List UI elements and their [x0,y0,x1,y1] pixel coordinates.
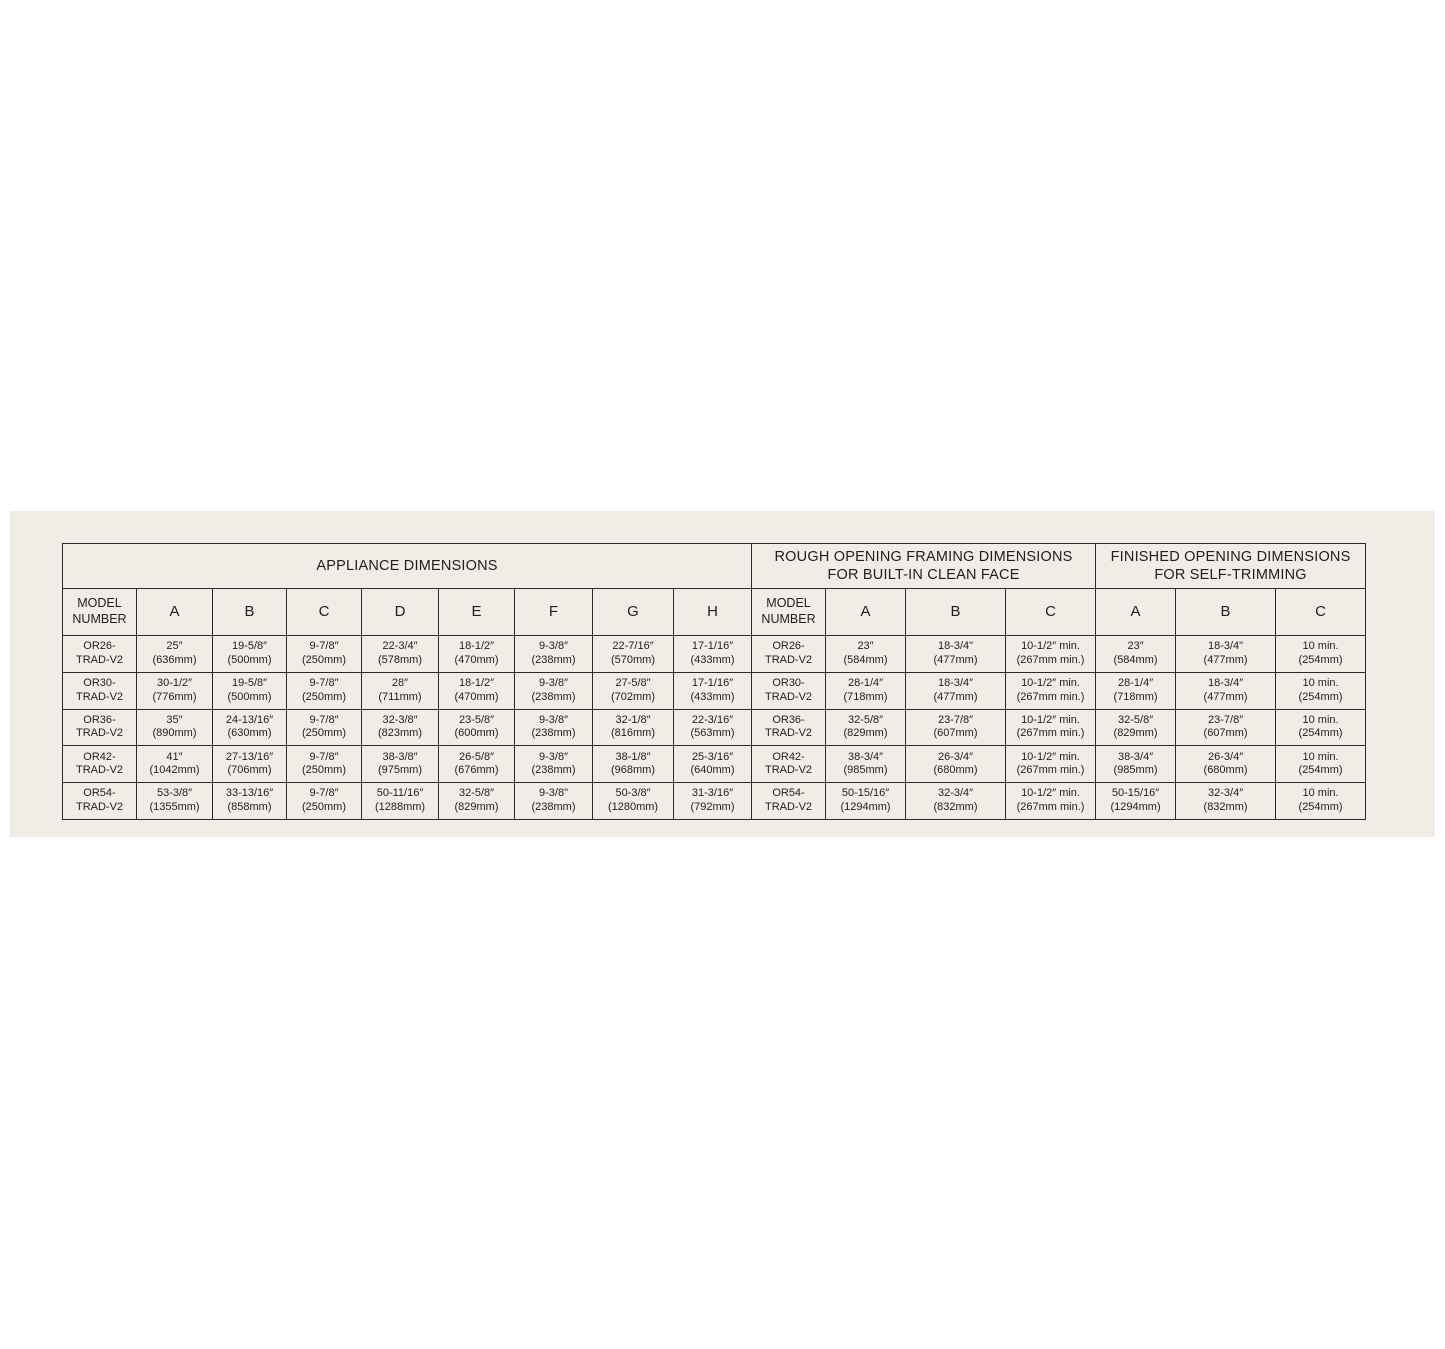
appliance-col-f: F [515,589,593,636]
appliance-col-d: D [362,589,439,636]
appliance-value-cell-line: 19-5/8″ [231,640,268,653]
appliance-value-cell [439,672,515,709]
model-number-cell [752,746,826,783]
finished-value-cell-line: 32-5/8″ [1118,713,1154,726]
finished-value-cell-line: (254mm) [1298,690,1343,703]
finished-value-cell-line: 23″ [1127,640,1144,653]
appliance-value-cell [137,709,213,746]
appliance-value-cell-line: (776mm) [152,690,197,703]
appliance-value-cell-line: 9-7/8″ [309,750,339,763]
appliance-value-cell-line: (711mm) [378,690,422,703]
finished-value-cell [1096,636,1176,673]
finished-value-cell-line: 10 min. [1302,713,1339,726]
rough-value-cell [826,636,906,673]
appliance-value-cell-line: 22-3/4″ [382,640,418,653]
model-number-cell-line: TRAD-V2 [75,764,124,777]
model-number-cell-line: TRAD-V2 [764,690,813,703]
rough-value-cell-line: (607mm) [933,727,978,740]
appliance-value-cell-line: (829mm) [454,801,499,814]
rough-value-cell [826,709,906,746]
rough-value-cell-line: 26-3/4″ [937,750,974,763]
appliance-value-cell-line: (238mm) [531,727,576,740]
appliance-value-cell [137,746,213,783]
model-number-cell [752,636,826,673]
appliance-value-cell-line: 19-5/8″ [231,676,268,689]
appliance-value-cell-line: (1355mm) [149,801,200,814]
appliance-value-cell-line: 17-1/16″ [691,676,734,689]
appliance-value-cell-line: (823mm) [377,727,422,740]
finished-value-cell-line: (254mm) [1298,801,1343,814]
appliance-value-cell-line: (600mm) [454,727,499,740]
model-number-cell-line: OR54- [772,787,805,800]
appliance-value-cell-line: 25-3/16″ [691,750,734,763]
dimensions-table [62,543,1366,820]
appliance-value-cell-line: (570mm) [610,653,655,666]
appliance-col-c: C [287,589,362,636]
rough-col-c: C [1006,589,1096,636]
rough-col-b: B [906,589,1006,636]
appliance-value-cell-line: 30-1/2″ [156,676,193,689]
appliance-value-cell-line: 41″ [166,750,183,763]
appliance-value-cell [287,783,362,820]
appliance-value-cell-line: (238mm) [531,764,576,777]
finished-value-cell [1176,709,1276,746]
rough-value-cell-line: (267mm min.) [1016,764,1085,777]
appliance-value-cell-line: 9-3/8″ [539,676,568,689]
rough-value-cell-line: 18-3/4" [937,640,974,653]
finished-value-cell-line: (254mm) [1298,764,1343,777]
appliance-value-cell-line: (500mm) [227,653,272,666]
appliance-value-cell-line: (630mm) [227,727,272,740]
rough-opening-header [752,544,1096,589]
model-number-cell-line: TRAD-V2 [764,801,813,814]
appliance-value-cell-line: 24-13/16″ [225,713,274,726]
appliance-value-cell-line: 27-13/16″ [225,750,274,763]
appliance-value-cell [593,672,674,709]
appliance-value-cell [137,783,213,820]
appliance-value-cell [213,672,287,709]
model-number-cell [752,783,826,820]
model-number-header-line: MODEL [766,596,811,611]
appliance-value-cell [362,746,439,783]
appliance-value-cell-line: 9-7/8″ [309,676,339,689]
appliance-value-cell-line: (433mm) [690,690,735,703]
appliance-value-cell-line: 22-3/16″ [691,713,734,726]
appliance-value-cell-line: (578mm) [377,653,422,666]
appliance-value-cell-line: 9-3/8″ [539,640,568,653]
appliance-value-cell-line: 9-3/8″ [539,750,568,763]
rough-value-cell-line: (584mm) [843,653,888,666]
model-number-cell-line: TRAD-V2 [75,690,124,703]
rough-value-cell [826,746,906,783]
rough-value-cell [1006,783,1096,820]
model-number-header-line: NUMBER [72,612,127,626]
appliance-value-cell-line: (250mm) [301,764,346,777]
model-number-cell-line: OR30- [83,676,116,689]
appliance-value-cell-line: 38-3/8″ [382,750,418,763]
appliance-value-cell [287,636,362,673]
appliance-value-cell-line: 9-3/8" [539,787,568,800]
appliance-value-cell [362,636,439,673]
finished-col-a: A [1096,589,1176,636]
appliance-value-cell [213,709,287,746]
finished-value-cell [1096,783,1176,820]
model-number-header-line: NUMBER [761,612,816,626]
finished-value-cell-line: (477mm) [1203,653,1248,666]
appliance-value-cell [515,709,593,746]
appliance-value-cell-line: 9-7/8″ [309,787,339,800]
finished-value-cell [1276,709,1366,746]
appliance-value-cell [213,636,287,673]
appliance-value-cell-line: 9-3/8″ [539,713,568,726]
appliance-value-cell-line: (433mm) [690,653,735,666]
appliance-value-cell-line: (470mm) [454,690,499,703]
finished-value-cell-line: (829mm) [1113,727,1158,740]
rough-value-cell [906,783,1006,820]
appliance-value-cell-line: (238mm) [531,653,576,666]
appliance-value-cell-line: 18-1/2″ [458,676,495,689]
appliance-value-cell [593,746,674,783]
finished-opening-line-1: FINISHED OPENING DIMENSIONS [1110,548,1351,565]
appliance-value-cell-line: 31-3/16″ [691,787,734,800]
appliance-value-cell [362,709,439,746]
appliance-value-cell [515,746,593,783]
finished-value-cell-line: 18-3/4" [1207,640,1244,653]
rough-value-cell-line: (267mm min.) [1016,653,1085,666]
appliance-value-cell [674,746,752,783]
rough-value-cell-line: (267mm min.) [1016,690,1085,703]
finished-value-cell [1276,783,1366,820]
rough-value-cell-line: 38-3/4″ [847,750,884,763]
group-header-row [63,544,1366,589]
model-number-cell [752,709,826,746]
model-number-cell-line: OR30- [772,676,805,689]
finished-value-cell [1276,746,1366,783]
model-number-header-line: MODEL [77,596,122,611]
finished-value-cell [1096,746,1176,783]
finished-value-cell-line: 38-3/4″ [1118,750,1154,763]
appliance-value-cell-line: (563mm) [690,727,735,740]
appliance-value-cell-line: (792mm) [690,801,735,814]
appliance-value-cell-line: (250mm) [301,690,346,703]
finished-value-cell [1276,636,1366,673]
appliance-value-cell-line: (890mm) [152,727,197,740]
model-number-cell [63,783,137,820]
finished-col-c: C [1276,589,1366,636]
table-row [63,783,1366,820]
table-body [63,636,1366,820]
appliance-value-cell-line: 33-13/16″ [225,787,274,800]
appliance-value-cell-line: (858mm) [227,801,272,814]
rough-value-cell-line: 28-1/4″ [847,676,884,689]
model-number-cell [63,709,137,746]
rough-value-cell-line: (680mm) [933,764,978,777]
rough-value-cell [1006,636,1096,673]
rough-value-cell [906,709,1006,746]
model-number-cell-line: OR42- [83,750,116,763]
finished-value-cell [1096,672,1176,709]
dimensions-panel [10,511,1435,837]
finished-value-cell-line: (832mm) [1203,801,1248,814]
appliance-value-cell [362,783,439,820]
appliance-value-cell [674,636,752,673]
appliance-value-cell [137,636,213,673]
rough-value-cell-line: 10-1/2″ min. [1021,787,1080,800]
model-number-cell-line: TRAD-V2 [764,764,813,777]
rough-value-cell-line: 32-3/4″ [937,787,974,800]
appliance-value-cell [593,783,674,820]
model-number-cell-line: TRAD-V2 [75,727,124,740]
appliance-value-cell-line: 27-5/8″ [615,676,651,689]
finished-value-cell-line: 10 min. [1302,750,1339,763]
finished-value-cell-line: 18-3/4″ [1208,676,1244,689]
appliance-value-cell [674,709,752,746]
finished-value-cell-line: (584mm) [1113,653,1158,666]
finished-value-cell [1176,783,1276,820]
appliance-value-cell-line: (250mm) [301,727,346,740]
rough-value-cell-line: 32-5/8″ [847,713,884,726]
appliance-value-cell-line: 9-7/8″ [309,640,339,653]
rough-opening-line-1: ROUGH OPENING FRAMING DIMENSIONS [774,548,1073,565]
finished-value-cell-line: 32-3/4″ [1208,787,1244,800]
table-row [63,672,1366,709]
finished-value-cell-line: 26-3/4″ [1208,750,1244,763]
table-row [63,746,1366,783]
finished-value-cell-line: (680mm) [1203,764,1248,777]
rough-value-cell-line: 18-3/4″ [937,676,974,689]
model-number-cell-line: TRAD-V2 [75,801,124,814]
appliance-col-g: G [593,589,674,636]
appliance-value-cell [287,746,362,783]
rough-value-cell [1006,709,1096,746]
finished-value-cell-line: (477mm) [1203,690,1248,703]
model-number-cell [63,672,137,709]
finished-value-cell [1096,709,1176,746]
model-number-cell-line: OR26- [83,640,116,653]
finished-value-cell [1176,746,1276,783]
appliance-value-cell [515,636,593,673]
appliance-value-cell [593,636,674,673]
model-number-cell [63,746,137,783]
appliance-value-cell [674,672,752,709]
model-number-cell-line: TRAD-V2 [75,653,124,666]
rough-value-cell-line: 10-1/2″ min. [1021,713,1080,726]
appliance-value-cell [287,709,362,746]
finished-value-cell [1176,636,1276,673]
model-number-cell-line: OR42- [772,750,805,763]
appliance-value-cell [439,746,515,783]
appliance-value-cell [439,783,515,820]
appliance-value-cell-line: 35″ [166,713,183,726]
appliance-value-cell-line: 9-7/8″ [309,713,339,726]
finished-opening-line-2: FOR SELF-TRIMMING [1154,567,1307,583]
rough-value-cell [826,672,906,709]
finished-value-cell-line: (607mm) [1203,727,1248,740]
appliance-value-cell [439,709,515,746]
appliance-value-cell-line: (1042mm) [149,764,200,777]
finished-value-cell [1276,672,1366,709]
appliance-value-cell-line: 23-5/8″ [458,713,495,726]
finished-value-cell-line: (254mm) [1298,727,1343,740]
appliance-value-cell-line: (975mm) [377,764,422,777]
model-number-cell-line: OR54- [83,787,116,800]
appliance-value-cell-line: (636mm) [152,653,197,666]
finished-value-cell-line: 28-1/4″ [1118,676,1154,689]
model-number-cell-line: OR36- [772,713,805,726]
appliance-value-cell-line: 25″ [166,640,183,653]
finished-value-cell [1176,672,1276,709]
appliance-value-cell-line: (470mm) [454,653,499,666]
appliance-value-cell [213,783,287,820]
rough-value-cell-line: (267mm min.) [1016,801,1085,814]
appliance-value-cell-line: 53-3/8″ [156,787,193,800]
appliance-value-cell-line: 28″ [391,676,409,689]
rough-value-cell-line: (267mm min.) [1016,727,1085,740]
appliance-value-cell-line: (816mm) [610,727,655,740]
appliance-value-cell-line: (238mm) [531,801,576,814]
appliance-value-cell-line: (250mm) [301,653,346,666]
rough-value-cell-line: 10-1/2″ min. [1021,676,1080,689]
appliance-value-cell [593,709,674,746]
rough-value-cell-line: (985mm) [843,764,888,777]
appliance-value-cell [439,636,515,673]
finished-value-cell-line: (1294mm) [1110,801,1161,814]
model-number-cell-line: OR26- [772,640,805,653]
table-row [63,636,1366,673]
appliance-value-cell-line: 18-1/2″ [458,640,495,653]
finished-value-cell-line: 50-15/16″ [1111,787,1160,800]
rough-opening-line-2: FOR BUILT-IN CLEAN FACE [827,567,1020,583]
appliance-col-a: A [137,589,213,636]
appliance-value-cell-line: (238mm) [531,690,576,703]
appliance-value-cell [213,746,287,783]
model-number-cell [63,636,137,673]
rough-value-cell-line: 23-7/8″ [937,713,974,726]
appliance-value-cell-line: 17-1/16″ [691,640,734,653]
table-row [63,709,1366,746]
model-number-cell-line: OR36- [83,713,116,726]
finished-opening-header [1096,544,1366,589]
finished-value-cell-line: (985mm) [1113,764,1158,777]
appliance-col-b: B [213,589,287,636]
appliance-value-cell-line: 32-5/8″ [458,787,495,800]
appliance-value-cell-line: 26-5/8″ [458,750,495,763]
finished-col-b: B [1176,589,1276,636]
appliance-value-cell-line: (702mm) [610,690,655,703]
appliance-value-cell-line: (640mm) [690,764,735,777]
finished-value-cell-line: 10 min. [1302,787,1339,800]
model-number-cell-line: TRAD-V2 [764,727,813,740]
rough-value-cell [906,636,1006,673]
rough-value-cell-line: (477mm) [933,653,978,666]
rough-value-cell [1006,672,1096,709]
appliance-value-cell-line: (1280mm) [607,801,659,814]
rough-value-cell-line: 50-15/16″ [841,787,890,800]
rough-value-cell [1006,746,1096,783]
appliance-value-cell-line: (500mm) [227,690,272,703]
model-number-cell [752,672,826,709]
appliance-value-cell [362,672,439,709]
model-number-header-1 [63,589,137,636]
appliance-col-e: E [439,589,515,636]
rough-value-cell-line: 10-1/2″ min. [1021,640,1080,653]
appliance-value-cell [287,672,362,709]
column-header-row [63,589,1366,636]
appliance-col-h: H [674,589,752,636]
appliance-value-cell [137,672,213,709]
finished-value-cell-line: 10 min. [1302,676,1339,689]
rough-value-cell-line: (829mm) [843,727,888,740]
model-number-header-2 [752,589,826,636]
rough-value-cell [826,783,906,820]
rough-value-cell-line: 23″ [857,640,874,653]
rough-value-cell-line: (477mm) [933,690,978,703]
finished-value-cell-line: 10 min. [1302,640,1339,653]
appliance-value-cell-line: (968mm) [610,764,655,777]
appliance-value-cell-line: 22-7/16″ [612,640,654,653]
rough-value-cell-line: (718mm) [843,690,888,703]
appliance-value-cell-line: (706mm) [227,764,272,777]
rough-value-cell [906,672,1006,709]
appliance-value-cell-line: (250mm) [301,801,346,814]
rough-value-cell-line: (1294mm) [840,801,891,814]
appliance-dimensions-header: APPLIANCE DIMENSIONS [63,544,752,589]
finished-value-cell-line: (718mm) [1113,690,1158,703]
appliance-value-cell [674,783,752,820]
rough-value-cell [906,746,1006,783]
appliance-value-cell-line: 32-3/8″ [382,713,418,726]
appliance-value-cell-line: 32-1/8″ [615,713,651,726]
appliance-value-cell [515,672,593,709]
appliance-value-cell-line: 50-11/16″ [376,787,424,800]
finished-value-cell-line: (254mm) [1298,653,1343,666]
finished-value-cell-line: 23-7/8″ [1208,713,1244,726]
rough-col-a: A [826,589,906,636]
appliance-value-cell-line: (676mm) [454,764,499,777]
appliance-value-cell-line: (1288mm) [374,801,426,814]
appliance-value-cell-line: 38-1/8″ [615,750,651,763]
rough-value-cell-line: 10-1/2″ min. [1021,750,1080,763]
model-number-cell-line: TRAD-V2 [764,653,813,666]
appliance-value-cell-line: 50-3/8″ [615,787,651,800]
rough-value-cell-line: (832mm) [933,801,978,814]
appliance-value-cell [515,783,593,820]
